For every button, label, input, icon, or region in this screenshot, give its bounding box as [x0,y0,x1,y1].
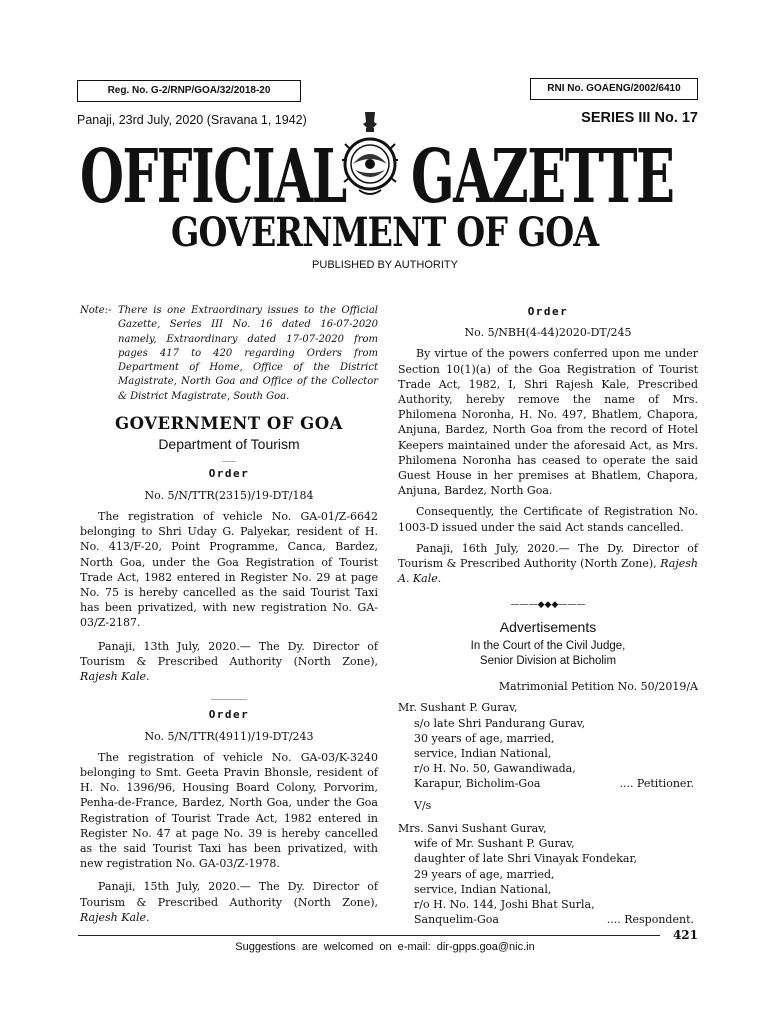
suggestions-email: Suggestions are welcomed on e-mail: dir-gpps.goa@nic.in [235,941,535,953]
petitioner-role: .... Petitioner. [619,777,694,791]
order-heading: Order [208,708,250,722]
order-signature [398,541,698,587]
signature-text: Panaji, 15th July, 2020.— The Dy. Director of Tourism & Prescribed Authority (North Zone), [80,880,378,909]
order-body: Consequently, the Certificate of Registration No. 1003-D issued under the said Act stands cancelled. [398,505,698,534]
order-number: No. 5/N/TTR(4911)/19-DT/243 [144,729,314,743]
registration-number: Reg. No. G-2/RNP/GOA/32/2018-20 [77,80,301,102]
state-emblem-icon [341,110,399,200]
order-number: No. 5/N/TTR(2315)/19-DT/184 [144,488,314,502]
note-block [80,304,378,404]
petitioner-name: Mr. Sushant P. Gurav, [398,701,518,715]
petitioner-detail: service, Indian National, [414,747,552,761]
respondent-detail: wife of Mr. Sushant P. Gurav, [414,837,575,851]
respondent-block [398,821,698,927]
respondent-detail: daughter of late Shri Vinayak Fondekar, [414,852,637,866]
gazette-subtitle: GOVERNMENT OF GOA [171,209,599,256]
order-body: The registration of vehicle No. GA-03/K-3240 belonging to Smt. Geeta Pravin Bhonsle, resident of H. No. 1396/96, Housing Board Colony, Porvorim, Penha-de-France, Bardez, North Goa, under the Goa Registration of Tourist Trade Act, 1982 entered in Register No. 47 at page No. 39 is hereby cancelled as the said Tourist Taxi has been privatized, with new registration No. GA-03/Z-1978. [80,750,378,871]
department-heading: GOVERNMENT OF GOA [115,414,343,434]
issue-date: Panaji, 23rd July, 2020 (Sravana 1, 1942) [77,113,307,127]
respondent-detail: r/o H. No. 144, Joshi Bhat Surla, [414,897,595,911]
note-label: Note:- [80,305,112,316]
respondent-detail: 29 years of age, married, [414,867,555,881]
gazette-title-gazette: GAZETTE [411,132,674,220]
section-separator: ________ [211,690,247,701]
footer-rule [78,935,660,936]
respondent-role: .... Respondent. [606,913,694,927]
right-column [398,304,698,927]
order-body: By virtue of the powers conferred upon me under Section 10(1)(a) of the Goa Registration of Tourist Trade Act, 1982, I, Shri Rajesh Kale, Prescribed Authority, hereby remove the name of Mrs. Philomena Noronha, H. No. 497, Bhatlem, Chapora, Anjuna, Bardez, North Goa from the record of Hotel Keepers maintained under the aforesaid Act, as Mrs. Philomena Noronha has ceased to operate the said Guest House in her premises at Bhatlem, Chapora, Anjuna, Bardez, North Goa. [398,347,698,498]
small-divider: ___ [222,452,236,463]
published-by-authority: PUBLISHED BY AUTHORITY [312,259,458,271]
order-heading: Order [527,305,569,318]
signatory-name: Rajesh A. Kale. [398,557,698,586]
order-heading: Order [208,467,250,481]
department-name: Department of Tourism [158,436,300,453]
gazette-title-official: OFFICIAL [80,132,346,220]
order-body: The registration of vehicle No. GA-01/Z-6642 belonging to Shri Uday G. Palyekar, resident of H. No. 413/F-20, Point Programme, Canca, Bardez, North Goa, under the Goa Registration of Tourist Trade Act, 1982 entered in Register No. 29 at page No. 75 is hereby cancelled as the said Tourist Taxi has been privatized, with new registration No. GA-03/Z-2187. [80,509,378,630]
versus-label: V/s [414,798,432,812]
signatory-name: Rajesh Kale. [80,910,150,924]
signatory-name: Rajesh Kale. [80,669,150,683]
ornament-divider: ———◆◆◆——— [510,600,586,611]
left-column [80,304,378,925]
petitioner-detail: s/o late Shri Pandurang Gurav, [414,716,586,730]
petitioner-detail: Karapur, Bicholim-Goa [414,777,541,791]
petitioner-detail: r/o H. No. 50, Gawandiwada, [414,762,576,776]
page-number: 421 [672,928,698,942]
note-text: There is one Extraordinary issues to the Official Gazette, Series III No. 16 dated 16-07-2020 namely, Extraordinary dated 17-07-2020 from pages 417 to 420 regarding Orders from Department of Home, Office of the District Magistrate, North Goa and Office of the Collector & District Magistrate, South Goa. [118,305,378,402]
order-number: No. 5/NBH(4-44)2020-DT/245 [464,326,632,340]
respondent-detail: Sanquelim-Goa [414,913,499,927]
court-location: Senior Division at Bicholim [479,655,617,668]
signature-text: Panaji, 13th July, 2020.— The Dy. Director of Tourism & Prescribed Authority (North Zone), [80,639,378,668]
petitioner-detail: 30 years of age, married, [414,731,555,745]
court-name: In the Court of the Civil Judge, [470,639,626,652]
rni-number: RNI No. GOAENG/2002/6410 [530,78,698,100]
petitioner-block [398,700,698,791]
respondent-detail: service, Indian National, [414,882,552,896]
signature-text: Panaji, 16th July, 2020.— The Dy. Director of Tourism & Prescribed Authority (North Zone), [398,541,698,571]
advertisements-heading: Advertisements [499,618,597,635]
order-signature [80,639,378,685]
order-signature [80,879,378,925]
series-number: SERIES III No. 17 [581,110,698,126]
petition-number: Matrimonial Petition No. 50/2019/A [498,680,698,694]
respondent-name: Mrs. Sanvi Sushant Gurav, [398,821,547,835]
